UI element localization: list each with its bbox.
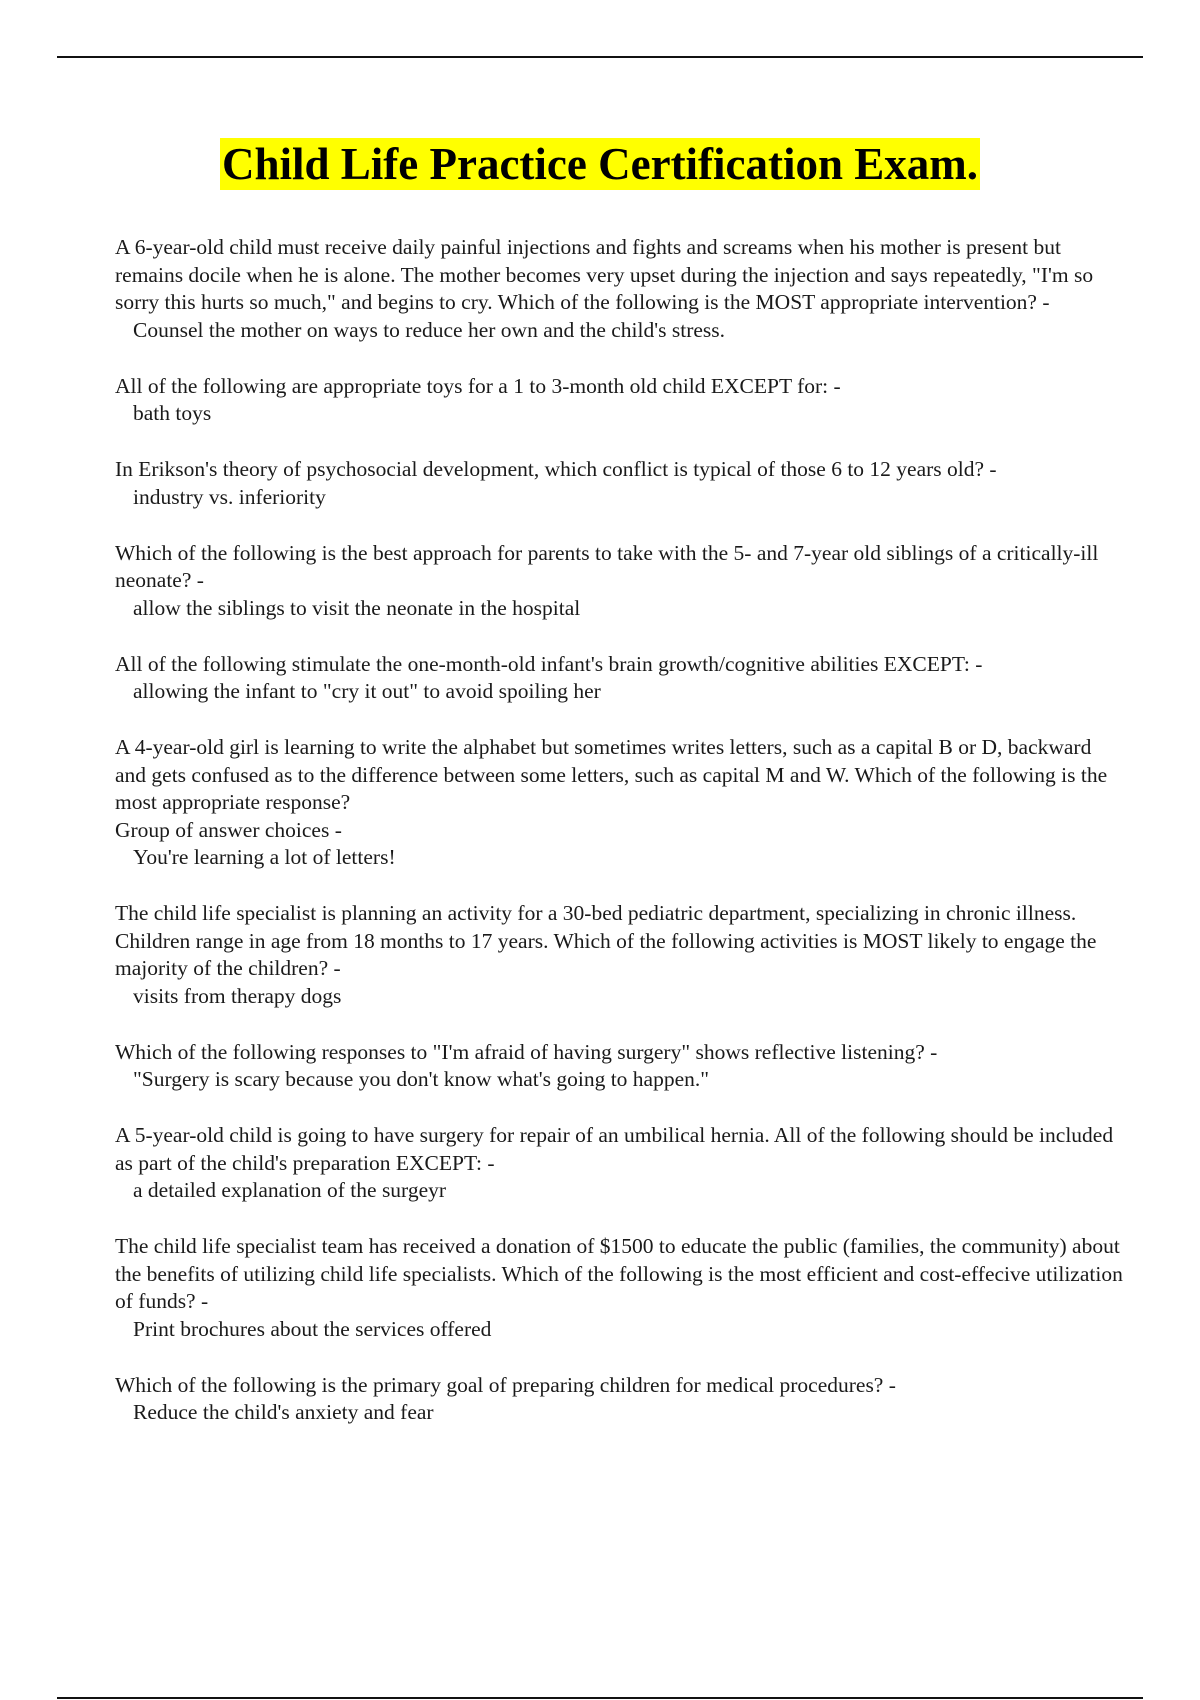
question-item <box>115 651 1125 706</box>
answer-text: industry vs. inferiority <box>133 484 326 509</box>
answer-text: allow the siblings to visit the neonate in the hospital <box>133 595 581 620</box>
question-item <box>115 1039 1125 1094</box>
question-text: In Erikson's theory of psychosocial development, which conflict is typical of those 6 to 12 years old? - <box>115 457 997 481</box>
top-rule <box>57 56 1143 58</box>
question-list <box>115 234 1125 1455</box>
answer-text: Counsel the mother on ways to reduce her own and the child's stress. <box>133 317 726 342</box>
question-item <box>115 734 1125 872</box>
question-item <box>115 234 1125 344</box>
answer-text: bath toys <box>133 401 212 425</box>
question-text: A 6-year-old child must receive daily painful injections and fights and screams when his mother is present but remains docile when he is alone. The mother becomes very upset during the injection and says repeatedly, "I'm so sorry this hurts so much," and begins to cry. Which of the following is the MOST appropriate intervention? - <box>115 235 1094 314</box>
title-block <box>0 138 1200 190</box>
question-item <box>115 456 1125 511</box>
answer-text: Print brochures about the services offered <box>133 1316 492 1341</box>
question-item <box>115 373 1125 428</box>
question-item <box>115 1122 1125 1205</box>
question-text: The child life specialist team has received a donation of $1500 to educate the public (families, the community) about the benefits of utilizing child life specialists. Which of the following is the most efficient and cost-effecive utilization of funds? - <box>115 1234 1123 1313</box>
answer-text: "Surgery is scary because you don't know what's going to happen." <box>133 1067 710 1091</box>
answer-text: Reduce the child's anxiety and fear <box>133 1400 434 1424</box>
question-text: All of the following are appropriate toys for a 1 to 3-month old child EXCEPT for: - <box>115 373 841 398</box>
question-text: Which of the following responses to "I'm afraid of having surgery" shows reflective listening? - <box>115 1039 938 1064</box>
question-item <box>115 1233 1125 1343</box>
bottom-rule <box>57 1697 1143 1699</box>
answer-text: allowing the infant to "cry it out" to avoid spoiling her <box>133 679 601 703</box>
document-title: Child Life Practice Certification Exam. <box>221 139 979 189</box>
question-text: A 4-year-old girl is learning to write the alphabet but sometimes writes letters, such as a capital B or D, backward and gets confused as to the difference between some letters, such as capital M and W. Which of the following is the most appropriate response? Group of answer choices - <box>115 735 1108 842</box>
question-item <box>115 900 1125 1010</box>
answer-text: a detailed explanation of the surgeyr <box>133 1178 447 1202</box>
answer-text: visits from therapy dogs <box>133 983 342 1008</box>
question-text: Which of the following is the primary goal of preparing children for medical procedures? - <box>115 1372 896 1397</box>
question-item <box>115 1372 1125 1427</box>
question-text: The child life specialist is planning an activity for a 30-bed pediatric department, specializing in chronic illness. Children range in age from 18 months to 17 years. Which of the following activities is MOST likely to engage the majority of the children? - <box>115 901 1097 980</box>
question-text: Which of the following is the best approach for parents to take with the 5- and 7-year old siblings of a critically-ill neonate? - <box>115 540 1099 592</box>
answer-text: You're learning a lot of letters! <box>133 845 396 869</box>
question-text: A 5-year-old child is going to have surgery for repair of an umbilical hernia. All of the following should be included as part of the child's preparation EXCEPT: - <box>115 1123 1114 1175</box>
question-item <box>115 540 1125 623</box>
question-text: All of the following stimulate the one-month-old infant's brain growth/cognitive abilities EXCEPT: - <box>115 651 983 676</box>
